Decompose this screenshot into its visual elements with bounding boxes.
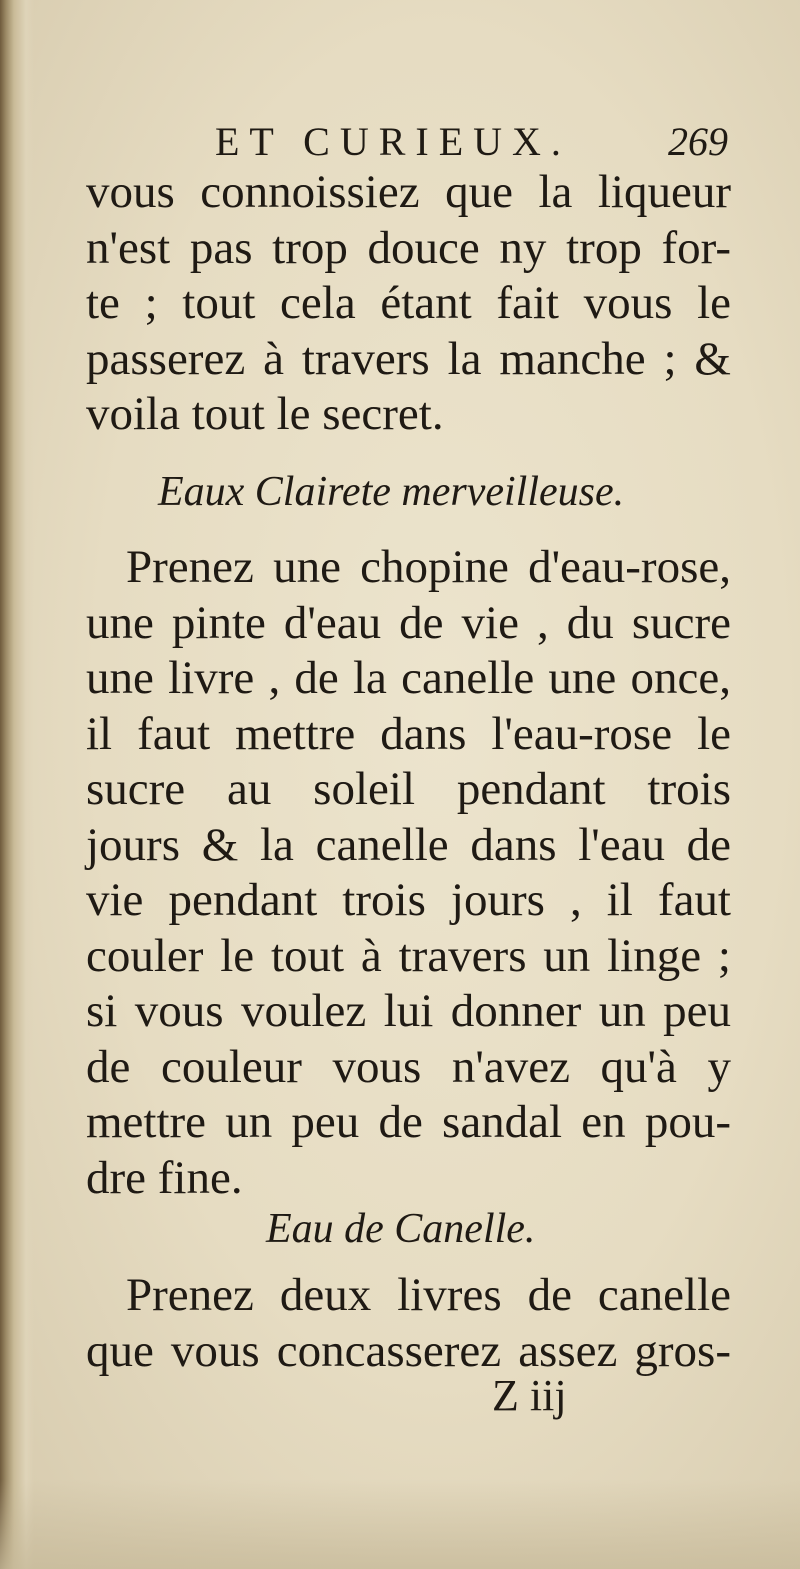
text-line: de couleur vous n'avez qu'à y xyxy=(86,1040,731,1093)
text-line: une livre , de la canelle une once, xyxy=(86,652,731,704)
text-line: une pinte d'eau de vie , du sucre xyxy=(86,596,731,649)
text-line: sucre au soleil pendant trois xyxy=(86,763,731,815)
text-line: couler le tout à travers un linge ; xyxy=(86,929,731,982)
text-line: Prenez une chopine d'eau-rose, xyxy=(126,541,731,593)
section-heading-1: Eaux Clairete merveilleuse. xyxy=(158,469,625,515)
text-line: n'est pas trop douce ny trop for- xyxy=(86,221,731,274)
text-line: passerez à travers la manche ; & xyxy=(86,332,731,385)
text-line: jours & la canelle dans l'eau de xyxy=(86,818,731,871)
paragraph-3 xyxy=(86,1268,731,1379)
text-line: si vous voulez lui donner un peu xyxy=(86,985,731,1037)
text-line: voila tout le secret. xyxy=(86,388,444,440)
signature-mark: Z iij xyxy=(492,1371,567,1420)
text-line: que vous concasserez assez gros- xyxy=(86,1324,731,1377)
running-head-title: ET CURIEUX. xyxy=(215,119,571,164)
page-bottom-shade xyxy=(0,1479,800,1569)
text-line: Prenez deux livres de canelle xyxy=(126,1269,731,1321)
text-line: te ; tout cela étant fait vous le xyxy=(86,277,731,329)
paragraph-2 xyxy=(86,540,731,1206)
paragraph-1 xyxy=(86,165,731,443)
text-line: il faut mettre dans l'eau-rose le xyxy=(86,707,731,760)
section-heading-2: Eau de Canelle. xyxy=(266,1206,536,1252)
page-number: 269 xyxy=(668,119,728,164)
text-line: mettre un peu de sandal en pou- xyxy=(86,1096,731,1148)
text-line: dre fine. xyxy=(86,1151,243,1204)
text-line: vous connoissiez que la liqueur xyxy=(86,166,731,218)
text-line: vie pendant trois jours , il faut xyxy=(86,874,731,926)
page-gutter-shadow xyxy=(0,0,34,1569)
